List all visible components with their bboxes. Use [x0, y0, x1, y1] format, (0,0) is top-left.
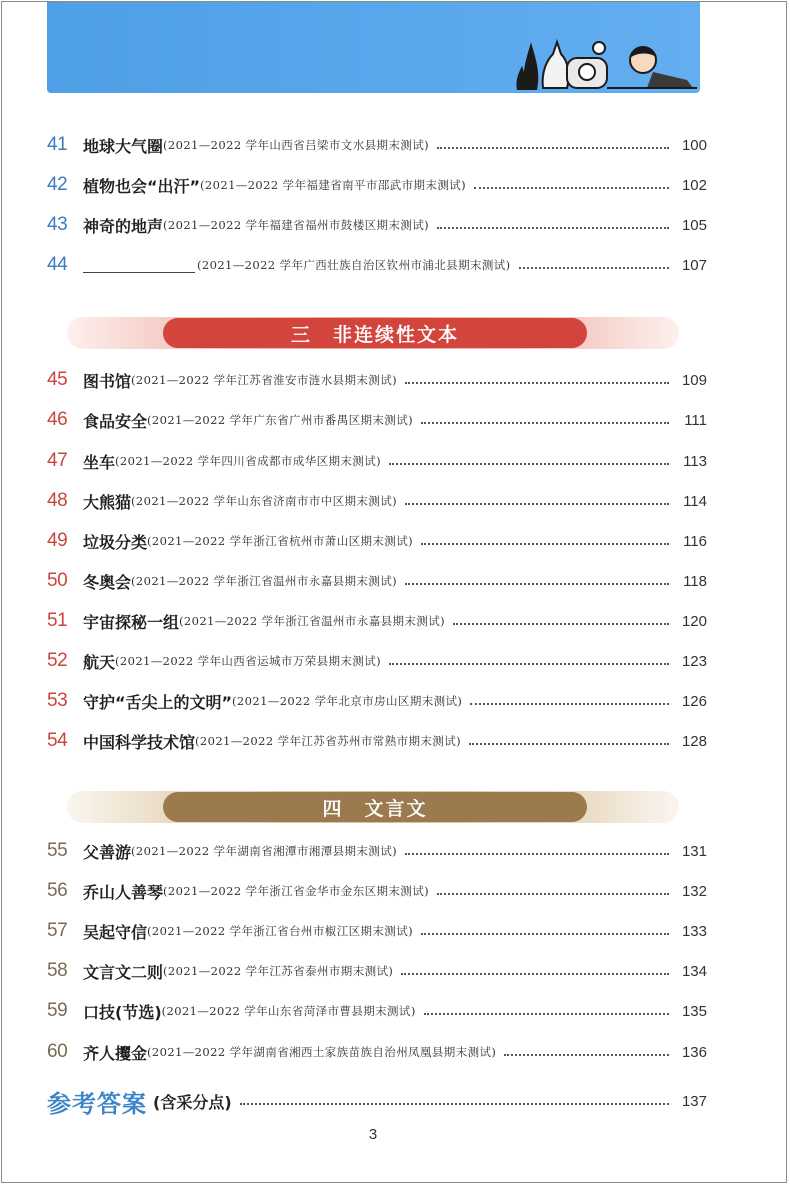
leader-dots	[453, 622, 669, 625]
leader-dots	[401, 972, 669, 975]
entry-page: 134	[681, 962, 707, 980]
leader-dots	[504, 1053, 669, 1056]
entry-page: 111	[684, 411, 707, 429]
entry-number: 48	[47, 490, 68, 511]
entry-number: 49	[47, 530, 68, 551]
leader-dots	[469, 742, 669, 745]
toc-entry[interactable]	[47, 917, 707, 945]
entry-number: 52	[47, 650, 68, 671]
toc-entry[interactable]	[47, 211, 707, 239]
leader-dots	[437, 226, 669, 229]
leader-dots	[424, 1012, 669, 1015]
answers-note: (含采分点)	[153, 1092, 232, 1112]
entry-title: 文言文二则	[83, 962, 164, 982]
toc-entry[interactable]	[47, 567, 707, 595]
entry-page: 113	[683, 452, 707, 470]
entry-title: 吴起守信	[83, 922, 148, 942]
toc-entry[interactable]	[47, 837, 707, 865]
entry-title: 口技(节选)	[83, 1002, 162, 1022]
entry-title: 守护“舌尖上的文明”	[83, 692, 233, 712]
toc-entry[interactable]	[47, 1038, 707, 1066]
entry-source: (2021—2022 学年浙江省温州市永嘉县期末测试)	[131, 574, 397, 588]
entry-title: 中国科学技术馆	[83, 732, 196, 752]
entry-source: (2021—2022 学年浙江省温州市永嘉县期末测试)	[179, 614, 445, 628]
entry-source: (2021—2022 学年湖南省湘西土家族苗族自治州凤凰县期末测试)	[147, 1045, 497, 1059]
leader-dots	[405, 852, 669, 855]
entry-number: 58	[47, 960, 68, 981]
leader-dots	[405, 582, 669, 585]
entry-title: 宇宙探秘一组	[83, 612, 180, 632]
entry-source: (2021—2022 学年江苏省淮安市涟水县期末测试)	[131, 373, 397, 387]
entry-page: 133	[681, 922, 707, 940]
answers-entry[interactable]	[47, 1084, 707, 1118]
entry-number: 41	[47, 134, 68, 155]
leader-dots	[389, 462, 669, 465]
entry-number: 54	[47, 730, 68, 751]
entry-page: 128	[681, 732, 707, 750]
entry-number: 47	[47, 450, 68, 471]
toc-entry[interactable]	[47, 487, 707, 515]
entry-page: 123	[681, 652, 707, 670]
entry-page: 126	[681, 692, 707, 710]
entry-source: (2021—2022 学年福建省南平市邵武市期末测试)	[200, 178, 467, 192]
leader-dots	[421, 421, 669, 424]
leader-dots	[519, 266, 669, 269]
leader-dots	[389, 662, 669, 665]
leader-dots	[405, 381, 669, 384]
toc-entry[interactable]	[47, 607, 707, 635]
entry-number: 51	[47, 610, 68, 631]
entry-title: 父善游	[83, 842, 132, 862]
entry-number: 45	[47, 369, 68, 390]
entry-source: (2021—2022 学年浙江省台州市椒江区期末测试)	[147, 924, 413, 938]
entry-page: 132	[681, 882, 707, 900]
entry-page: 116	[683, 532, 707, 550]
entry-source: (2021—2022 学年北京市房山区期末测试)	[232, 694, 463, 708]
toc-entry[interactable]	[47, 687, 707, 715]
entry-page: 136	[681, 1043, 707, 1061]
entry-title: 食品安全	[83, 411, 148, 431]
entry-source: (2021—2022 学年山西省吕梁市文水县期末测试)	[163, 138, 429, 152]
entry-source: (2021—2022 学年山东省济南市市中区期末测试)	[131, 494, 397, 508]
leader-dots	[240, 1102, 669, 1105]
toc-entry[interactable]	[47, 131, 707, 159]
entry-page: 109	[681, 371, 707, 389]
toc-entry[interactable]	[47, 957, 707, 985]
title-blank-line	[83, 257, 195, 273]
entry-title: 乔山人善琴	[83, 882, 164, 902]
entry-number: 60	[47, 1041, 68, 1062]
entry-page: 131	[681, 842, 707, 860]
entry-title: 航天	[83, 652, 116, 672]
entry-title: 齐人攫金	[83, 1043, 148, 1063]
answers-title: 参考答案	[47, 1089, 147, 1118]
leader-dots	[405, 502, 669, 505]
entry-page: 135	[681, 1002, 707, 1020]
leader-dots	[421, 932, 669, 935]
section-heading: 四 文言文	[163, 792, 587, 822]
entry-source: (2021—2022 学年江苏省苏州市常熟市期末测试)	[195, 734, 461, 748]
entry-source: (2021—2022 学年广东省广州市番禺区期末测试)	[147, 413, 413, 427]
toc-entry[interactable]	[47, 877, 707, 905]
entry-title: 垃圾分类	[83, 532, 148, 552]
entry-page: 102	[681, 176, 707, 194]
leader-dots	[437, 146, 669, 149]
toc-entry[interactable]	[47, 527, 707, 555]
entry-page: 105	[681, 216, 707, 234]
leader-dots	[437, 892, 669, 895]
entry-number: 42	[47, 174, 68, 195]
toc-entry[interactable]	[47, 251, 707, 279]
entry-page: 118	[683, 572, 707, 590]
leader-dots	[474, 186, 669, 189]
toc-entry[interactable]	[47, 727, 707, 755]
entry-number: 53	[47, 690, 68, 711]
entry-number: 46	[47, 409, 68, 430]
header-banner	[47, 2, 700, 93]
entry-page: 137	[681, 1092, 707, 1110]
entry-source: (2021—2022 学年湖南省湘潭市湘潭县期末测试)	[131, 844, 397, 858]
entry-title: 神奇的地声	[83, 216, 164, 236]
entry-title: 地球大气圈	[83, 136, 164, 156]
entry-source: (2021—2022 学年浙江省金华市金东区期末测试)	[163, 884, 429, 898]
entry-title: 大熊猫	[83, 492, 132, 512]
entry-source: (2021—2022 学年江苏省泰州市期末测试)	[163, 964, 394, 978]
entry-number: 55	[47, 840, 68, 861]
leader-dots	[421, 542, 669, 545]
entry-source: (2021—2022 学年浙江省杭州市萧山区期末测试)	[147, 534, 413, 548]
toc-entry[interactable]	[47, 171, 707, 199]
entry-page: 100	[681, 136, 707, 154]
entry-page: 114	[683, 492, 707, 510]
leader-dots	[470, 702, 669, 705]
entry-source: (2021—2022 学年广西壮族自治区钦州市浦北县期末测试)	[197, 258, 511, 272]
entry-number: 59	[47, 1000, 68, 1021]
entry-page: 120	[681, 612, 707, 630]
toc-entry[interactable]	[47, 406, 707, 434]
toc-entry[interactable]	[47, 447, 707, 475]
page-number: 3	[368, 1126, 378, 1143]
section-heading: 三 非连续性文本	[163, 318, 587, 348]
toc-entry[interactable]	[47, 647, 707, 675]
toc-entry[interactable]	[47, 997, 707, 1025]
entry-number: 43	[47, 214, 68, 235]
toc-entry[interactable]	[47, 366, 707, 394]
entry-title: 冬奥会	[83, 572, 132, 592]
entry-number: 44	[47, 254, 68, 275]
entry-title: 图书馆	[83, 371, 132, 391]
entry-number: 56	[47, 880, 68, 901]
entry-page: 107	[681, 256, 707, 274]
entry-number: 57	[47, 920, 68, 941]
entry-number: 50	[47, 570, 68, 591]
entry-source: (2021—2022 学年山西省运城市万荣县期末测试)	[115, 654, 381, 668]
entry-source: (2021—2022 学年四川省成都市成华区期末测试)	[115, 454, 381, 468]
entry-source: (2021—2022 学年福建省福州市鼓楼区期末测试)	[163, 218, 429, 232]
entry-source: (2021—2022 学年山东省菏泽市曹县期末测试)	[161, 1004, 416, 1018]
entry-title: 坐车	[83, 452, 116, 472]
entry-title: 植物也会“出汗”	[83, 176, 201, 196]
cartoon-illustration	[47, 2, 700, 93]
